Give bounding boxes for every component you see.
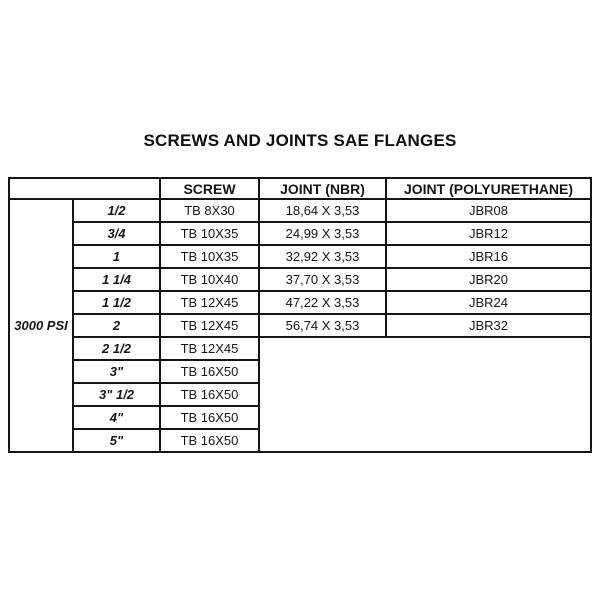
- size-cell: 5": [73, 429, 160, 452]
- column-header-joint-polyurethane: JOINT (POLYURETHANE): [386, 178, 591, 199]
- screw-cell: TB 16X50: [160, 406, 259, 429]
- size-cell: 2 1/2: [73, 337, 160, 360]
- joint-poly-cell: JBR32: [386, 314, 591, 337]
- screw-cell: TB 8X30: [160, 199, 259, 222]
- screw-cell: TB 16X50: [160, 383, 259, 406]
- joint-nbr-cell: 18,64 X 3,53: [259, 199, 386, 222]
- joint-nbr-cell: 47,22 X 3,53: [259, 291, 386, 314]
- size-cell: 3/4: [73, 222, 160, 245]
- page-title: SCREWS AND JOINTS SAE FLANGES: [143, 131, 457, 150]
- table-row: [9, 222, 591, 245]
- table-row: [9, 245, 591, 268]
- joint-nbr-cell: 24,99 X 3,53: [259, 222, 386, 245]
- screw-cell: TB 10X35: [160, 222, 259, 245]
- screw-cell: TB 16X50: [160, 429, 259, 452]
- table-row: [9, 291, 591, 314]
- joint-nbr-cell: 37,70 X 3,53: [259, 268, 386, 291]
- size-cell: 1: [73, 245, 160, 268]
- joint-poly-cell: JBR20: [386, 268, 591, 291]
- size-cell: 1/2: [73, 199, 160, 222]
- sae-flanges-table: [8, 177, 592, 453]
- pressure-cell: 3000 PSI: [9, 199, 73, 452]
- screw-cell: TB 12X45: [160, 337, 259, 360]
- screw-cell: TB 10X35: [160, 245, 259, 268]
- size-cell: 3": [73, 360, 160, 383]
- joint-nbr-cell: 56,74 X 3,53: [259, 314, 386, 337]
- size-cell: 1 1/2: [73, 291, 160, 314]
- header-spacer: [9, 178, 160, 199]
- table-row: [9, 268, 591, 291]
- joint-nbr-cell: 32,92 X 3,53: [259, 245, 386, 268]
- joint-poly-cell: JBR16: [386, 245, 591, 268]
- screw-cell: TB 10X40: [160, 268, 259, 291]
- size-cell: 2: [73, 314, 160, 337]
- header-row: [9, 178, 591, 199]
- column-header-screw: SCREW: [160, 178, 259, 199]
- joint-poly-cell: JBR08: [386, 199, 591, 222]
- column-header-joint-nbr: JOINT (NBR): [259, 178, 386, 199]
- table-row: [9, 314, 591, 337]
- screw-cell: TB 16X50: [160, 360, 259, 383]
- joint-poly-cell: JBR24: [386, 291, 591, 314]
- screw-cell: TB 12X45: [160, 314, 259, 337]
- joint-poly-cell: JBR12: [386, 222, 591, 245]
- size-cell: 3" 1/2: [73, 383, 160, 406]
- screw-cell: TB 12X45: [160, 291, 259, 314]
- table-row: [9, 337, 591, 360]
- table-row: [9, 199, 591, 222]
- empty-joint-region: [259, 337, 591, 452]
- size-cell: 1 1/4: [73, 268, 160, 291]
- size-cell: 4": [73, 406, 160, 429]
